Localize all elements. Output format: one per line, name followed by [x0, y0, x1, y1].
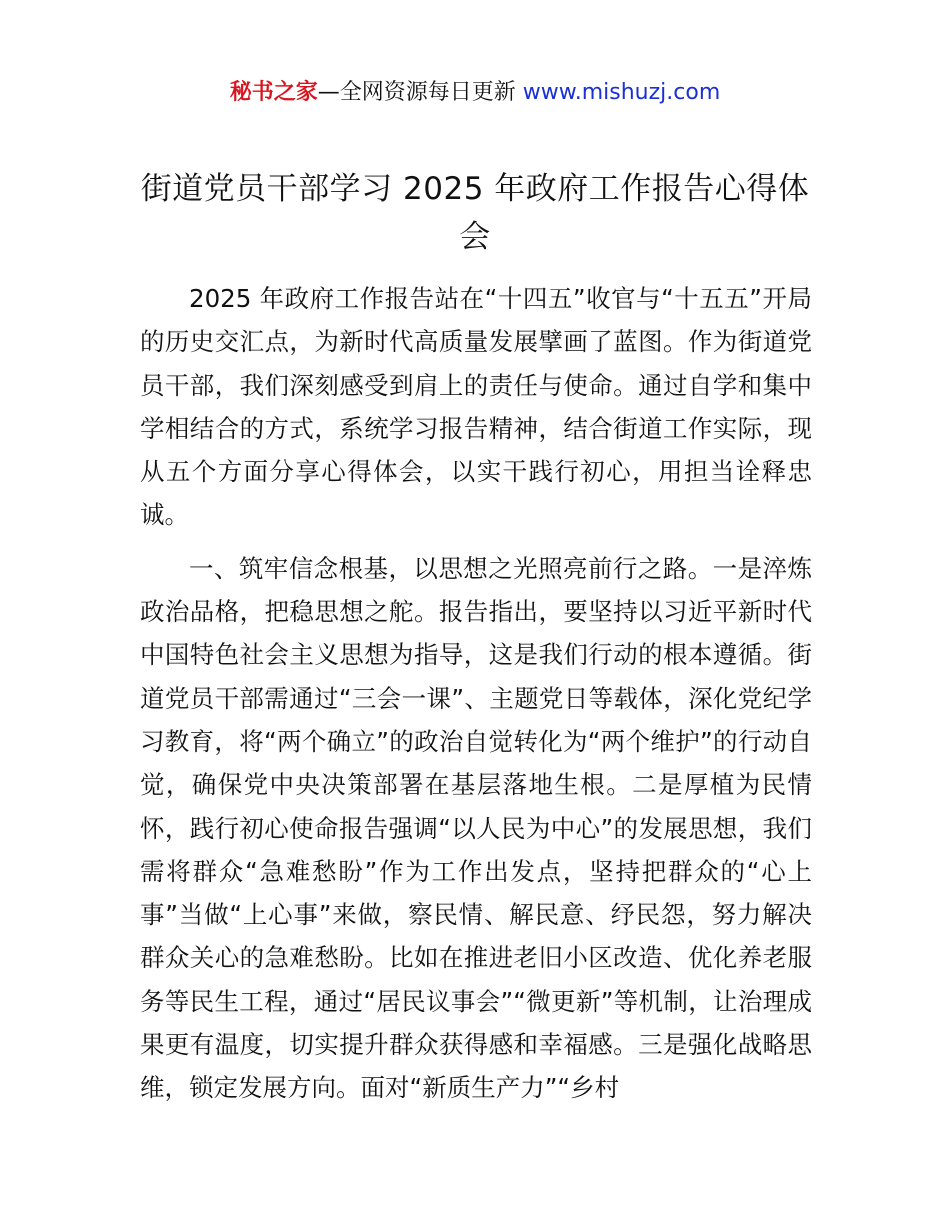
site-tagline: —全网资源每日更新 — [317, 80, 516, 105]
document-body — [140, 277, 812, 1110]
document-title: 街道党员干部学习 2025 年政府工作报告心得体会 — [140, 171, 810, 255]
site-header — [0, 78, 950, 108]
intro-paragraph: 2025 年政府工作报告站在“十四五”收官与“十五五”开局的历史交汇点，为新时代高质量发展擘画了蓝图。作为街道党员干部，我们深刻感受到肩上的责任与使命。通过自学和集中学相结合的方式，系统学习报告精神，结合街道工作实际，现从五个方面分享心得体会，以实干践行初心，用担当诠释忠诚。 — [140, 284, 812, 530]
site-url-link[interactable]: www.mishuzj.com — [522, 80, 721, 105]
site-brand[interactable]: 秘书之家 — [229, 80, 318, 105]
section-one-paragraph: 一、筑牢信念根基，以思想之光照亮前行之路。一是淬炼政治品格，把稳思想之舵。报告指出，要坚持以习近平新时代中国特色社会主义思想为指导，这是我们行动的根本遵循。街道党员干部需通过“三会一课”、主题党日等载体，深化党纪学习教育，将“两个确立”的政治自觉转化为“两个维护”的行动自觉，确保党中央决策部署在基层落地生根。二是厚植为民情怀，践行初心使命报告强调“以人民为中心”的发展思想，我们需将群众“急难愁盼”作为工作出发点，坚持把群众的“心上事”当做“上心事”来做，察民情、解民意、纾民怨，努力解决群众关心的急难愁盼。比如在推进老旧小区改造、优化养老服务等民生工程，通过“居民议事会”“微更新”等机制，让治理成果更有温度，切实提升群众获得感和幸福感。三是强化战略思维，锁定发展方向。面对“新质生产力”“乡村 — [140, 553, 812, 1103]
